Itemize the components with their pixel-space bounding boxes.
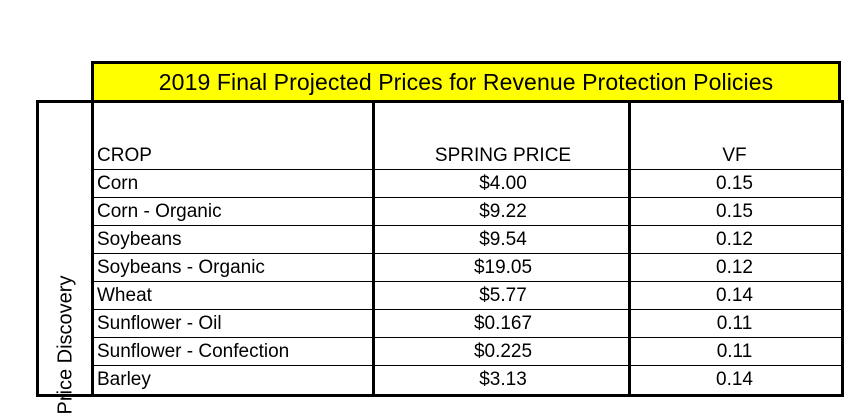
spring-price-cell: $0.167 <box>473 313 533 334</box>
vf-cell: 0.11 <box>716 341 753 362</box>
header-row <box>94 142 841 170</box>
spring-price-cell: $9.22 <box>479 201 527 222</box>
vf-cell: 0.12 <box>716 229 753 250</box>
spring-price-cell: $9.54 <box>479 229 527 250</box>
side-label-cell <box>44 100 88 415</box>
vf-cell: 0.14 <box>716 285 753 306</box>
table-row <box>94 226 841 254</box>
spring-price-cell: $3.13 <box>479 369 527 390</box>
price-table <box>91 100 841 394</box>
header-spring-price: SPRING PRICE <box>434 145 572 166</box>
crop-cell: Sunflower - Confection <box>97 341 290 362</box>
vf-cell: 0.11 <box>716 313 753 334</box>
crop-cell: Barley <box>97 369 151 390</box>
table-row <box>94 282 841 310</box>
table-row <box>94 254 841 282</box>
header-vf: VF <box>722 145 747 166</box>
vf-cell: 0.15 <box>716 201 753 222</box>
crop-cell: Sunflower - Oil <box>97 313 222 334</box>
table-row <box>94 198 841 226</box>
price-discovery-label: Price Discovery <box>54 275 77 415</box>
table-row <box>94 310 841 338</box>
crop-cell: Soybeans <box>97 229 182 250</box>
spring-price-cell: $5.77 <box>479 285 527 306</box>
spring-price-cell: $19.05 <box>473 257 533 278</box>
crop-cell: Corn - Organic <box>97 201 222 222</box>
crop-cell: Wheat <box>97 285 152 306</box>
vf-cell: 0.15 <box>716 173 753 194</box>
table-title: 2019 Final Projected Prices for Revenue Protection Policies <box>91 61 841 100</box>
crop-cell: Corn <box>97 173 139 194</box>
header-crop: CROP <box>97 145 152 166</box>
table-body <box>94 142 841 394</box>
table-row <box>94 338 841 366</box>
vf-cell: 0.12 <box>716 257 753 278</box>
vf-cell: 0.14 <box>716 369 753 390</box>
table-row <box>94 366 841 394</box>
spring-price-cell: $0.225 <box>473 341 533 362</box>
crop-cell: Soybeans - Organic <box>97 257 265 278</box>
table-row <box>94 170 841 198</box>
spring-price-cell: $4.00 <box>479 173 527 194</box>
